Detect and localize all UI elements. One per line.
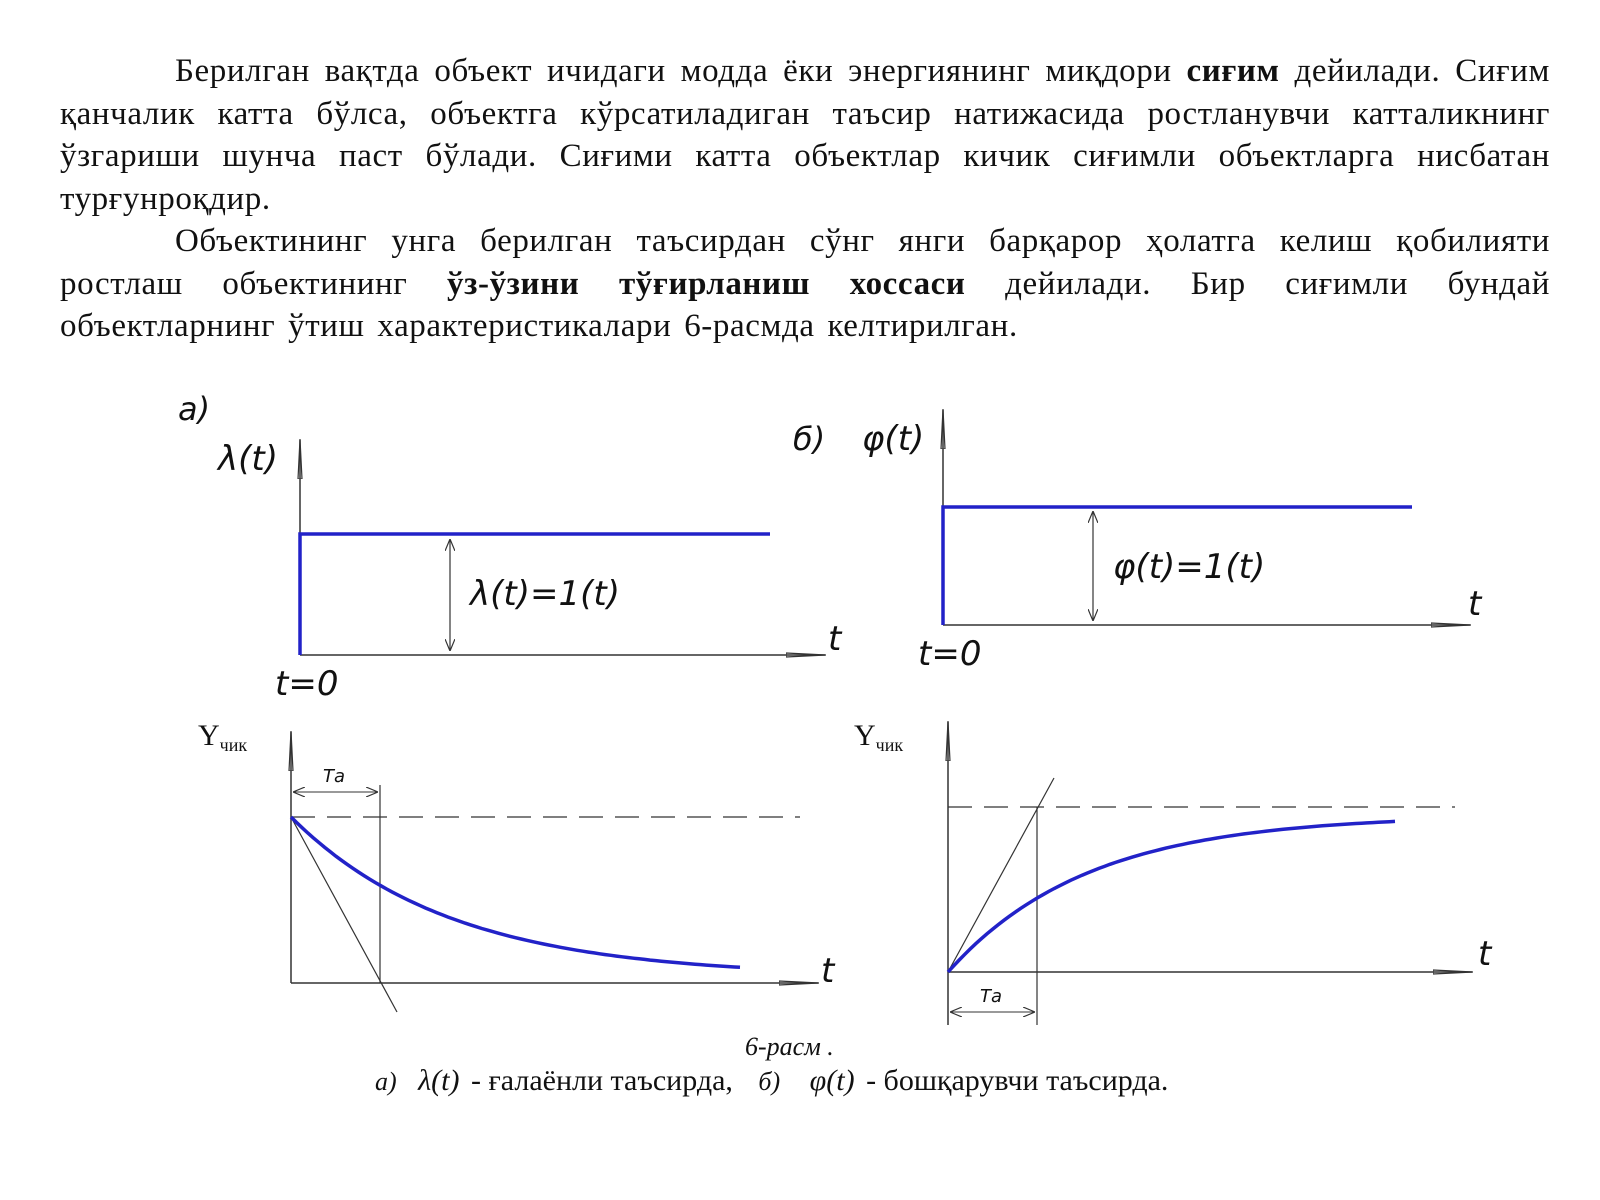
panel-a-t-zero: t=0 [275, 664, 339, 704]
panel-a-response-t-label: t [821, 951, 835, 991]
panel-a-decay-curve [291, 817, 740, 967]
panel-b-response-axis-label: $Y_{чик}$ [854, 719, 904, 755]
panel-b-t-zero: t=0 [918, 634, 982, 674]
panel-a-letter: а) [178, 390, 211, 428]
panel-b-axis-t-label: t [1468, 584, 1482, 624]
panel-b-response [854, 719, 1493, 1025]
panel-b-ta-label: Tа [980, 986, 1003, 1007]
term-capacity: сиғим [1186, 53, 1280, 89]
panel-a-response [198, 719, 836, 1012]
panel-b-input [793, 410, 1483, 674]
figure-caption: а) λ(t) - ғалаёнли таъсирда, б) φ(t) - бошқарувчи таъсирда. [375, 1064, 1169, 1097]
panel-b-rise-curve [948, 821, 1395, 972]
panel-a-axis-y-label: λ(t) [218, 439, 278, 479]
paragraph-1-rest: дейилади. Сиғим қанчалик катта бўлса, объектга кўрсатиладиган таъсир натижасида ростланувчи катталикнинг ўзгариши шунча паст бўлади. Сиғими катта объектлар кичик сиғимли объектларга нисбатан турғунроқдир. [60, 53, 1550, 217]
panel-a-ta-label: Tа [323, 766, 346, 787]
paragraph-2-lead: Объектининг унга берилган таъсирдан сўнг янги барқарор ҳолатга келиш қобилияти ростлаш объектининг [60, 223, 1550, 302]
panel-a-response-axis-label: $Y_{чик}$ [198, 719, 248, 755]
panel-a-step-label: λ(t)=1(t) [470, 574, 620, 614]
panel-b-axis-y-label: φ(t) [862, 419, 925, 459]
paragraph-1-lead: Берилган вақтда объект ичидаги модда ёки энергиянинг миқдори [175, 53, 1172, 89]
panel-a-input [178, 390, 843, 704]
panel-a-axis-t-label: t [828, 619, 842, 659]
figure-number: 6-расм . [745, 1032, 834, 1061]
panel-b-step-label: φ(t)=1(t) [1113, 547, 1266, 587]
panel-b-letter: б) [793, 420, 826, 458]
paragraph-2-rest: дейилади. Бир сиғимли бундай объектларнинг ўтиш характеристикалари 6-расмда келтирилган. [60, 265, 1550, 344]
term-self-regulation: ўз-ўзини тўғирланиш хоссаси [447, 265, 966, 302]
panel-b-response-t-label: t [1478, 934, 1492, 974]
